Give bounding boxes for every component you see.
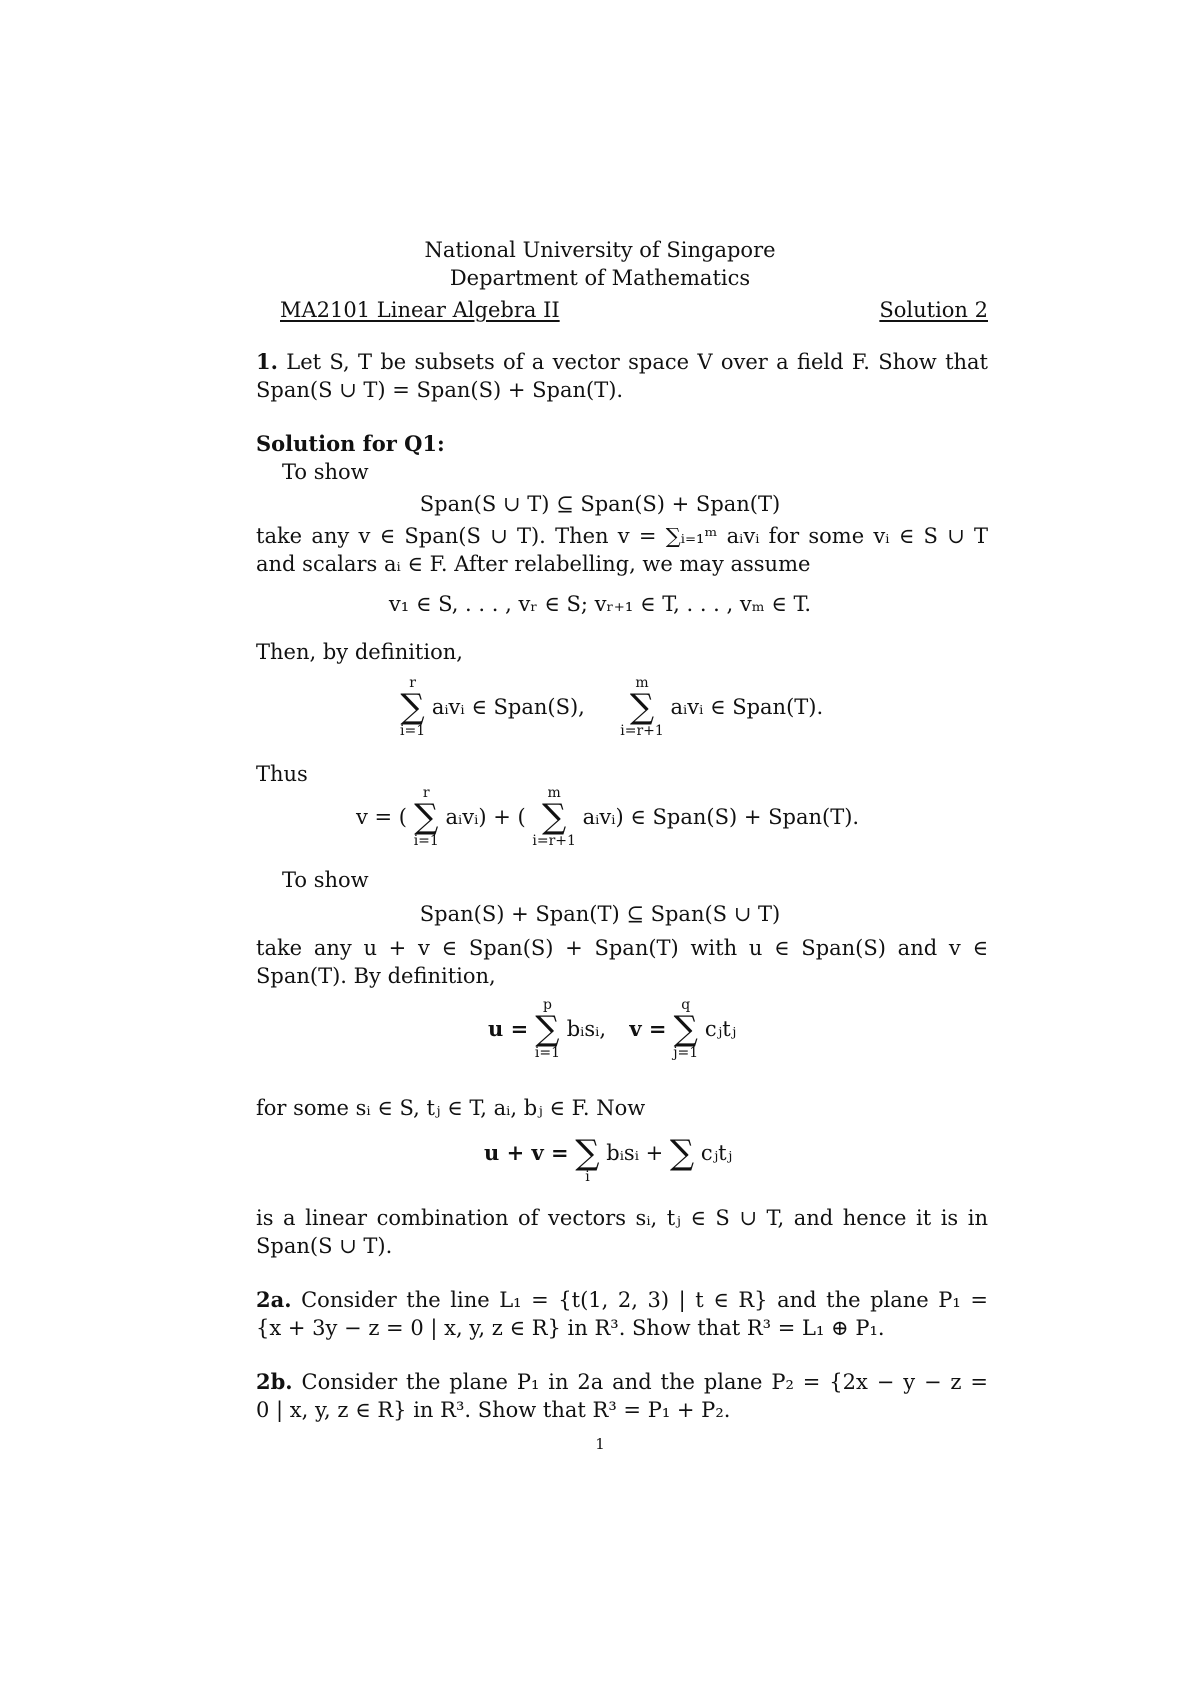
q2a-label: 2a.	[256, 1287, 292, 1312]
sigma-symbol: ∑	[414, 797, 439, 837]
equation-4	[356, 786, 859, 848]
sum-upper-limit: r	[422, 785, 430, 801]
sum-lower-limit: i=1	[413, 833, 439, 849]
equation-6-u-term: bᵢsᵢ,	[566, 1017, 607, 1041]
sigma-symbol: ∑	[673, 1009, 698, 1049]
page-number: 1	[595, 1435, 605, 1453]
equation-2: v₁ ∈ S, . . . , vᵣ ∈ S; vᵣ₊₁ ∈ T, . . . , vₘ ∈ T.	[388, 592, 812, 616]
q1-label: 1.	[256, 349, 278, 374]
to-show-1: To show	[282, 460, 369, 484]
paragraph-4-line2: Span(S ∪ T).	[256, 1234, 393, 1258]
sum-lower-limit: i	[585, 1169, 590, 1185]
equation-4-head: v = (	[356, 805, 408, 829]
equation-7-tail: cⱼtⱼ	[700, 1141, 733, 1165]
q1-text-line1: Let S, T be subsets of a vector space V over a field F. Show that	[286, 350, 988, 374]
q2a-line2: {x + 3y − z = 0 | x, y, z ∈ R} in R³. Show that R³ = L₁ ⊕ P₁.	[256, 1316, 885, 1340]
sigma-symbol: ∑	[629, 687, 655, 727]
q2b-line2: 0 | x, y, z ∈ R} in R³. Show that R³ = P₁ + P₂.	[256, 1398, 731, 1422]
q2a-line1	[256, 1286, 988, 1314]
paragraph-2-line2: Span(T). By definition,	[256, 964, 496, 988]
equation-3	[400, 676, 823, 738]
department-name: Department of Mathematics	[449, 266, 751, 290]
solution-title: Solution for Q1:	[256, 431, 445, 456]
sum-operator	[620, 676, 664, 738]
sum-lower-limit: j=1	[673, 1045, 699, 1061]
course-title: MA2101 Linear Algebra II	[280, 298, 560, 322]
equation-4-tail: aᵢvᵢ) ∈ Span(S) + Span(T).	[582, 805, 860, 829]
university-name: National University of Singapore	[424, 238, 776, 262]
sigma-symbol: ∑	[535, 1009, 560, 1049]
q2b-label: 2b.	[256, 1369, 293, 1394]
sum-operator	[673, 998, 698, 1060]
paragraph-1-line1: take any v ∈ Span(S ∪ T). Then v = ∑ᵢ₌₁ᵐ aᵢvᵢ for some vᵢ ∈ S ∪ T	[256, 524, 988, 548]
equation-6-v: v =	[629, 1016, 667, 1041]
sigma-symbol: ∑	[542, 797, 567, 837]
q2b-line1	[256, 1368, 988, 1396]
paragraph-1-line2: and scalars aᵢ ∈ F. After relabelling, we may assume	[256, 552, 811, 576]
sum-operator	[414, 786, 439, 848]
sum-upper-limit: m	[547, 785, 561, 801]
sum-operator	[670, 1122, 694, 1184]
equation-6-u: u =	[488, 1016, 529, 1041]
document-type: Solution 2	[879, 298, 988, 322]
equation-1: Span(S ∪ T) ⊆ Span(S) + Span(T)	[419, 492, 781, 516]
sum-operator	[532, 786, 576, 848]
sum-lower-limit: i=r+1	[532, 833, 576, 849]
sum-operator	[400, 676, 425, 738]
sum-upper-limit: q	[681, 997, 691, 1013]
paragraph-3: for some sᵢ ∈ S, tⱼ ∈ T, aᵢ, bⱼ ∈ F. Now	[256, 1096, 646, 1120]
sigma-symbol: ∑	[669, 1133, 695, 1173]
equation-4-middle: aᵢvᵢ) + (	[445, 805, 526, 829]
sigma-symbol: ∑	[400, 687, 425, 727]
to-show-2: To show	[282, 868, 369, 892]
sigma-symbol: ∑	[575, 1133, 600, 1173]
q2a-text-line1: Consider the line L₁ = {t(1, 2, 3) | t ∈ R} and the plane P₁ =	[301, 1288, 988, 1312]
sum-upper-limit: r	[409, 675, 416, 691]
paragraph-2-line1: take any u + v ∈ Span(S) + Span(T) with u ∈ Span(S) and v ∈	[256, 936, 988, 960]
q1-statement-line2: Span(S ∪ T) = Span(S) + Span(T).	[256, 378, 624, 402]
q1-statement-line1	[256, 348, 988, 376]
equation-6	[488, 998, 736, 1060]
equation-7-head: u + v =	[484, 1140, 569, 1165]
sum-upper-limit: m	[635, 675, 649, 691]
sum-operator	[535, 998, 560, 1060]
equation-7-middle: bᵢsᵢ +	[606, 1141, 664, 1165]
then-by-definition: Then, by definition,	[256, 640, 463, 664]
sum-lower-limit: i=r+1	[620, 723, 664, 739]
equation-3-right-term: aᵢvᵢ ∈ Span(T).	[670, 695, 824, 719]
equation-7	[484, 1122, 732, 1184]
thus-label: Thus	[256, 762, 308, 786]
q2b-text-line1: Consider the plane P₁ in 2a and the plane P₂ = {2x − y − z =	[301, 1370, 988, 1394]
equation-3-left-term: aᵢvᵢ ∈ Span(S),	[431, 695, 585, 719]
sum-operator	[575, 1122, 599, 1184]
sum-upper-limit: p	[542, 997, 552, 1013]
sum-lower-limit: i=1	[400, 723, 426, 739]
equation-5: Span(S) + Span(T) ⊆ Span(S ∪ T)	[419, 902, 781, 926]
paragraph-4-line1: is a linear combination of vectors sᵢ, tⱼ ∈ S ∪ T, and hence it is in	[256, 1206, 988, 1230]
equation-6-v-term: cⱼtⱼ	[704, 1017, 737, 1041]
sum-lower-limit: i=1	[534, 1045, 560, 1061]
